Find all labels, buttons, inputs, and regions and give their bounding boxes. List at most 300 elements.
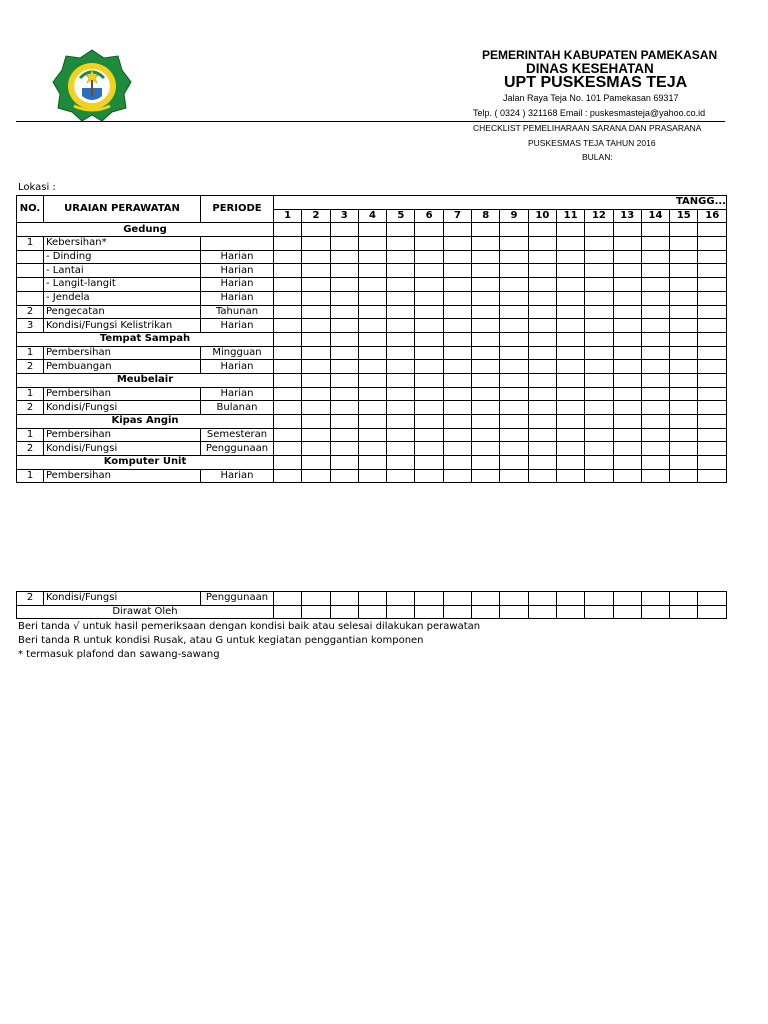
day-check-cell[interactable] bbox=[528, 605, 556, 619]
day-check-cell[interactable] bbox=[585, 319, 613, 333]
day-check-cell[interactable] bbox=[613, 305, 641, 319]
day-check-cell[interactable] bbox=[698, 592, 726, 606]
day-check-cell[interactable] bbox=[415, 291, 443, 305]
day-check-cell[interactable] bbox=[585, 456, 613, 470]
day-check-cell[interactable] bbox=[302, 415, 330, 429]
day-check-cell[interactable] bbox=[613, 469, 641, 483]
day-check-cell[interactable] bbox=[302, 387, 330, 401]
day-check-cell[interactable] bbox=[641, 592, 669, 606]
day-check-cell[interactable] bbox=[472, 264, 500, 278]
day-check-cell[interactable] bbox=[302, 319, 330, 333]
day-check-cell[interactable] bbox=[698, 223, 727, 237]
day-check-cell[interactable] bbox=[556, 442, 584, 456]
day-check-cell[interactable] bbox=[585, 346, 613, 360]
day-check-cell[interactable] bbox=[698, 373, 727, 387]
day-check-cell[interactable] bbox=[472, 605, 500, 619]
day-check-cell[interactable] bbox=[443, 332, 471, 346]
day-check-cell[interactable] bbox=[641, 469, 669, 483]
day-check-cell[interactable] bbox=[556, 592, 584, 606]
day-check-cell[interactable] bbox=[500, 346, 528, 360]
day-check-cell[interactable] bbox=[500, 442, 528, 456]
day-check-cell[interactable] bbox=[585, 415, 613, 429]
day-check-cell[interactable] bbox=[415, 264, 443, 278]
day-check-cell[interactable] bbox=[500, 415, 528, 429]
day-check-cell[interactable] bbox=[613, 223, 641, 237]
day-check-cell[interactable] bbox=[330, 223, 358, 237]
day-check-cell[interactable] bbox=[358, 237, 386, 251]
day-check-cell[interactable] bbox=[330, 264, 358, 278]
day-check-cell[interactable] bbox=[613, 291, 641, 305]
day-check-cell[interactable] bbox=[274, 264, 302, 278]
day-check-cell[interactable] bbox=[472, 360, 500, 374]
day-check-cell[interactable] bbox=[670, 387, 698, 401]
day-check-cell[interactable] bbox=[415, 456, 443, 470]
day-check-cell[interactable] bbox=[302, 291, 330, 305]
day-check-cell[interactable] bbox=[387, 250, 415, 264]
day-check-cell[interactable] bbox=[443, 346, 471, 360]
day-check-cell[interactable] bbox=[358, 223, 386, 237]
day-check-cell[interactable] bbox=[585, 223, 613, 237]
day-check-cell[interactable] bbox=[698, 237, 727, 251]
day-check-cell[interactable] bbox=[387, 428, 415, 442]
day-check-cell[interactable] bbox=[500, 456, 528, 470]
day-check-cell[interactable] bbox=[472, 401, 500, 415]
day-check-cell[interactable] bbox=[415, 346, 443, 360]
day-check-cell[interactable] bbox=[698, 456, 727, 470]
day-check-cell[interactable] bbox=[415, 592, 443, 606]
day-check-cell[interactable] bbox=[358, 250, 386, 264]
day-check-cell[interactable] bbox=[387, 442, 415, 456]
day-check-cell[interactable] bbox=[641, 305, 669, 319]
day-check-cell[interactable] bbox=[641, 387, 669, 401]
day-check-cell[interactable] bbox=[358, 264, 386, 278]
day-check-cell[interactable] bbox=[670, 346, 698, 360]
day-check-cell[interactable] bbox=[585, 387, 613, 401]
day-check-cell[interactable] bbox=[556, 305, 584, 319]
day-check-cell[interactable] bbox=[387, 305, 415, 319]
day-check-cell[interactable] bbox=[358, 291, 386, 305]
day-check-cell[interactable] bbox=[698, 319, 727, 333]
day-check-cell[interactable] bbox=[330, 387, 358, 401]
day-check-cell[interactable] bbox=[443, 401, 471, 415]
day-check-cell[interactable] bbox=[556, 319, 584, 333]
day-check-cell[interactable] bbox=[472, 428, 500, 442]
day-check-cell[interactable] bbox=[387, 332, 415, 346]
day-check-cell[interactable] bbox=[556, 469, 584, 483]
day-check-cell[interactable] bbox=[302, 592, 330, 606]
day-check-cell[interactable] bbox=[472, 415, 500, 429]
day-check-cell[interactable] bbox=[443, 592, 471, 606]
day-check-cell[interactable] bbox=[698, 442, 727, 456]
day-check-cell[interactable] bbox=[500, 278, 528, 292]
day-check-cell[interactable] bbox=[613, 401, 641, 415]
day-check-cell[interactable] bbox=[387, 291, 415, 305]
day-check-cell[interactable] bbox=[613, 428, 641, 442]
day-check-cell[interactable] bbox=[556, 428, 584, 442]
day-check-cell[interactable] bbox=[670, 401, 698, 415]
day-check-cell[interactable] bbox=[302, 428, 330, 442]
day-check-cell[interactable] bbox=[698, 250, 727, 264]
day-check-cell[interactable] bbox=[302, 469, 330, 483]
day-check-cell[interactable] bbox=[302, 346, 330, 360]
day-check-cell[interactable] bbox=[443, 360, 471, 374]
day-check-cell[interactable] bbox=[528, 278, 556, 292]
day-check-cell[interactable] bbox=[556, 415, 584, 429]
day-check-cell[interactable] bbox=[698, 332, 727, 346]
day-check-cell[interactable] bbox=[443, 415, 471, 429]
day-check-cell[interactable] bbox=[330, 605, 358, 619]
day-check-cell[interactable] bbox=[500, 592, 528, 606]
day-check-cell[interactable] bbox=[613, 332, 641, 346]
day-check-cell[interactable] bbox=[415, 305, 443, 319]
day-check-cell[interactable] bbox=[641, 346, 669, 360]
day-check-cell[interactable] bbox=[613, 442, 641, 456]
day-check-cell[interactable] bbox=[670, 605, 698, 619]
day-check-cell[interactable] bbox=[472, 456, 500, 470]
day-check-cell[interactable] bbox=[613, 415, 641, 429]
day-check-cell[interactable] bbox=[358, 387, 386, 401]
day-check-cell[interactable] bbox=[698, 387, 727, 401]
day-check-cell[interactable] bbox=[415, 387, 443, 401]
day-check-cell[interactable] bbox=[670, 373, 698, 387]
day-check-cell[interactable] bbox=[387, 469, 415, 483]
day-check-cell[interactable] bbox=[698, 401, 727, 415]
day-check-cell[interactable] bbox=[613, 592, 641, 606]
day-check-cell[interactable] bbox=[302, 332, 330, 346]
day-check-cell[interactable] bbox=[500, 401, 528, 415]
day-check-cell[interactable] bbox=[274, 456, 302, 470]
day-check-cell[interactable] bbox=[613, 360, 641, 374]
day-check-cell[interactable] bbox=[387, 415, 415, 429]
day-check-cell[interactable] bbox=[472, 223, 500, 237]
day-check-cell[interactable] bbox=[500, 305, 528, 319]
day-check-cell[interactable] bbox=[556, 456, 584, 470]
day-check-cell[interactable] bbox=[415, 278, 443, 292]
day-check-cell[interactable] bbox=[698, 605, 726, 619]
day-check-cell[interactable] bbox=[698, 291, 727, 305]
day-check-cell[interactable] bbox=[528, 387, 556, 401]
day-check-cell[interactable] bbox=[358, 373, 386, 387]
day-check-cell[interactable] bbox=[302, 264, 330, 278]
day-check-cell[interactable] bbox=[330, 332, 358, 346]
day-check-cell[interactable] bbox=[641, 456, 669, 470]
day-check-cell[interactable] bbox=[641, 291, 669, 305]
day-check-cell[interactable] bbox=[556, 237, 584, 251]
day-check-cell[interactable] bbox=[302, 442, 330, 456]
day-check-cell[interactable] bbox=[358, 360, 386, 374]
day-check-cell[interactable] bbox=[528, 442, 556, 456]
day-check-cell[interactable] bbox=[358, 401, 386, 415]
day-check-cell[interactable] bbox=[500, 332, 528, 346]
day-check-cell[interactable] bbox=[472, 237, 500, 251]
day-check-cell[interactable] bbox=[528, 305, 556, 319]
day-check-cell[interactable] bbox=[274, 592, 302, 606]
day-check-cell[interactable] bbox=[415, 237, 443, 251]
day-check-cell[interactable] bbox=[274, 250, 302, 264]
day-check-cell[interactable] bbox=[556, 387, 584, 401]
day-check-cell[interactable] bbox=[330, 278, 358, 292]
day-check-cell[interactable] bbox=[670, 332, 698, 346]
day-check-cell[interactable] bbox=[443, 373, 471, 387]
day-check-cell[interactable] bbox=[556, 605, 584, 619]
day-check-cell[interactable] bbox=[670, 250, 698, 264]
day-check-cell[interactable] bbox=[670, 469, 698, 483]
day-check-cell[interactable] bbox=[556, 250, 584, 264]
day-check-cell[interactable] bbox=[528, 592, 556, 606]
day-check-cell[interactable] bbox=[698, 360, 727, 374]
day-check-cell[interactable] bbox=[443, 428, 471, 442]
day-check-cell[interactable] bbox=[443, 291, 471, 305]
day-check-cell[interactable] bbox=[274, 360, 302, 374]
day-check-cell[interactable] bbox=[613, 605, 641, 619]
day-check-cell[interactable] bbox=[613, 456, 641, 470]
day-check-cell[interactable] bbox=[415, 332, 443, 346]
day-check-cell[interactable] bbox=[641, 264, 669, 278]
day-check-cell[interactable] bbox=[556, 360, 584, 374]
day-check-cell[interactable] bbox=[585, 250, 613, 264]
day-check-cell[interactable] bbox=[585, 428, 613, 442]
day-check-cell[interactable] bbox=[274, 428, 302, 442]
day-check-cell[interactable] bbox=[528, 237, 556, 251]
day-check-cell[interactable] bbox=[528, 401, 556, 415]
day-check-cell[interactable] bbox=[274, 469, 302, 483]
day-check-cell[interactable] bbox=[670, 319, 698, 333]
day-check-cell[interactable] bbox=[274, 305, 302, 319]
day-check-cell[interactable] bbox=[500, 291, 528, 305]
day-check-cell[interactable] bbox=[528, 373, 556, 387]
day-check-cell[interactable] bbox=[358, 428, 386, 442]
day-check-cell[interactable] bbox=[387, 278, 415, 292]
day-check-cell[interactable] bbox=[387, 346, 415, 360]
day-check-cell[interactable] bbox=[670, 360, 698, 374]
day-check-cell[interactable] bbox=[670, 278, 698, 292]
day-check-cell[interactable] bbox=[500, 428, 528, 442]
day-check-cell[interactable] bbox=[528, 469, 556, 483]
day-check-cell[interactable] bbox=[500, 319, 528, 333]
day-check-cell[interactable] bbox=[274, 223, 302, 237]
day-check-cell[interactable] bbox=[387, 401, 415, 415]
day-check-cell[interactable] bbox=[302, 373, 330, 387]
day-check-cell[interactable] bbox=[641, 401, 669, 415]
day-check-cell[interactable] bbox=[670, 291, 698, 305]
day-check-cell[interactable] bbox=[500, 469, 528, 483]
day-check-cell[interactable] bbox=[556, 291, 584, 305]
day-check-cell[interactable] bbox=[556, 332, 584, 346]
day-check-cell[interactable] bbox=[415, 469, 443, 483]
day-check-cell[interactable] bbox=[613, 346, 641, 360]
day-check-cell[interactable] bbox=[330, 291, 358, 305]
day-check-cell[interactable] bbox=[330, 442, 358, 456]
day-check-cell[interactable] bbox=[641, 278, 669, 292]
day-check-cell[interactable] bbox=[443, 387, 471, 401]
day-check-cell[interactable] bbox=[670, 428, 698, 442]
day-check-cell[interactable] bbox=[415, 415, 443, 429]
day-check-cell[interactable] bbox=[330, 360, 358, 374]
day-check-cell[interactable] bbox=[698, 415, 727, 429]
day-check-cell[interactable] bbox=[330, 469, 358, 483]
day-check-cell[interactable] bbox=[585, 469, 613, 483]
day-check-cell[interactable] bbox=[274, 415, 302, 429]
day-check-cell[interactable] bbox=[698, 264, 727, 278]
day-check-cell[interactable] bbox=[585, 442, 613, 456]
day-check-cell[interactable] bbox=[415, 373, 443, 387]
day-check-cell[interactable] bbox=[641, 319, 669, 333]
day-check-cell[interactable] bbox=[641, 250, 669, 264]
day-check-cell[interactable] bbox=[330, 346, 358, 360]
day-check-cell[interactable] bbox=[472, 346, 500, 360]
day-check-cell[interactable] bbox=[302, 237, 330, 251]
day-check-cell[interactable] bbox=[358, 442, 386, 456]
day-check-cell[interactable] bbox=[585, 278, 613, 292]
day-check-cell[interactable] bbox=[585, 373, 613, 387]
day-check-cell[interactable] bbox=[641, 360, 669, 374]
day-check-cell[interactable] bbox=[528, 360, 556, 374]
day-check-cell[interactable] bbox=[330, 428, 358, 442]
day-check-cell[interactable] bbox=[274, 332, 302, 346]
day-check-cell[interactable] bbox=[500, 264, 528, 278]
day-check-cell[interactable] bbox=[302, 605, 330, 619]
day-check-cell[interactable] bbox=[358, 319, 386, 333]
day-check-cell[interactable] bbox=[443, 264, 471, 278]
day-check-cell[interactable] bbox=[358, 332, 386, 346]
day-check-cell[interactable] bbox=[443, 237, 471, 251]
day-check-cell[interactable] bbox=[443, 278, 471, 292]
day-check-cell[interactable] bbox=[443, 442, 471, 456]
day-check-cell[interactable] bbox=[556, 373, 584, 387]
day-check-cell[interactable] bbox=[472, 373, 500, 387]
day-check-cell[interactable] bbox=[443, 223, 471, 237]
day-check-cell[interactable] bbox=[274, 291, 302, 305]
day-check-cell[interactable] bbox=[415, 223, 443, 237]
day-check-cell[interactable] bbox=[670, 237, 698, 251]
day-check-cell[interactable] bbox=[274, 401, 302, 415]
day-check-cell[interactable] bbox=[330, 250, 358, 264]
day-check-cell[interactable] bbox=[585, 237, 613, 251]
day-check-cell[interactable] bbox=[613, 264, 641, 278]
day-check-cell[interactable] bbox=[528, 428, 556, 442]
day-check-cell[interactable] bbox=[528, 264, 556, 278]
day-check-cell[interactable] bbox=[302, 250, 330, 264]
day-check-cell[interactable] bbox=[528, 456, 556, 470]
day-check-cell[interactable] bbox=[330, 401, 358, 415]
day-check-cell[interactable] bbox=[585, 360, 613, 374]
day-check-cell[interactable] bbox=[613, 278, 641, 292]
day-check-cell[interactable] bbox=[670, 442, 698, 456]
day-check-cell[interactable] bbox=[415, 319, 443, 333]
day-check-cell[interactable] bbox=[358, 469, 386, 483]
day-check-cell[interactable] bbox=[302, 305, 330, 319]
day-check-cell[interactable] bbox=[528, 346, 556, 360]
day-check-cell[interactable] bbox=[302, 360, 330, 374]
day-check-cell[interactable] bbox=[443, 456, 471, 470]
day-check-cell[interactable] bbox=[556, 223, 584, 237]
day-check-cell[interactable] bbox=[641, 237, 669, 251]
day-check-cell[interactable] bbox=[472, 291, 500, 305]
day-check-cell[interactable] bbox=[500, 387, 528, 401]
day-check-cell[interactable] bbox=[585, 264, 613, 278]
day-check-cell[interactable] bbox=[443, 305, 471, 319]
day-check-cell[interactable] bbox=[641, 428, 669, 442]
day-check-cell[interactable] bbox=[302, 278, 330, 292]
day-check-cell[interactable] bbox=[387, 456, 415, 470]
day-check-cell[interactable] bbox=[302, 456, 330, 470]
day-check-cell[interactable] bbox=[330, 592, 358, 606]
day-check-cell[interactable] bbox=[670, 592, 698, 606]
day-check-cell[interactable] bbox=[274, 346, 302, 360]
day-check-cell[interactable] bbox=[472, 442, 500, 456]
day-check-cell[interactable] bbox=[415, 442, 443, 456]
day-check-cell[interactable] bbox=[556, 401, 584, 415]
day-check-cell[interactable] bbox=[613, 237, 641, 251]
day-check-cell[interactable] bbox=[358, 415, 386, 429]
day-check-cell[interactable] bbox=[387, 223, 415, 237]
day-check-cell[interactable] bbox=[274, 387, 302, 401]
day-check-cell[interactable] bbox=[528, 332, 556, 346]
day-check-cell[interactable] bbox=[585, 401, 613, 415]
day-check-cell[interactable] bbox=[698, 305, 727, 319]
day-check-cell[interactable] bbox=[443, 319, 471, 333]
day-check-cell[interactable] bbox=[556, 278, 584, 292]
day-check-cell[interactable] bbox=[670, 223, 698, 237]
day-check-cell[interactable] bbox=[443, 605, 471, 619]
day-check-cell[interactable] bbox=[358, 346, 386, 360]
day-check-cell[interactable] bbox=[415, 428, 443, 442]
day-check-cell[interactable] bbox=[528, 291, 556, 305]
day-check-cell[interactable] bbox=[670, 305, 698, 319]
day-check-cell[interactable] bbox=[698, 278, 727, 292]
day-check-cell[interactable] bbox=[670, 264, 698, 278]
day-check-cell[interactable] bbox=[387, 237, 415, 251]
day-check-cell[interactable] bbox=[641, 373, 669, 387]
day-check-cell[interactable] bbox=[472, 469, 500, 483]
day-check-cell[interactable] bbox=[330, 456, 358, 470]
day-check-cell[interactable] bbox=[613, 319, 641, 333]
day-check-cell[interactable] bbox=[472, 319, 500, 333]
day-check-cell[interactable] bbox=[641, 442, 669, 456]
day-check-cell[interactable] bbox=[472, 305, 500, 319]
day-check-cell[interactable] bbox=[613, 387, 641, 401]
day-check-cell[interactable] bbox=[415, 250, 443, 264]
day-check-cell[interactable] bbox=[698, 428, 727, 442]
day-check-cell[interactable] bbox=[387, 373, 415, 387]
day-check-cell[interactable] bbox=[698, 346, 727, 360]
day-check-cell[interactable] bbox=[415, 605, 443, 619]
day-check-cell[interactable] bbox=[387, 605, 415, 619]
day-check-cell[interactable] bbox=[528, 250, 556, 264]
day-check-cell[interactable] bbox=[500, 237, 528, 251]
day-check-cell[interactable] bbox=[387, 592, 415, 606]
day-check-cell[interactable] bbox=[274, 373, 302, 387]
day-check-cell[interactable] bbox=[698, 469, 727, 483]
day-check-cell[interactable] bbox=[443, 250, 471, 264]
day-check-cell[interactable] bbox=[415, 360, 443, 374]
day-check-cell[interactable] bbox=[274, 442, 302, 456]
day-check-cell[interactable] bbox=[528, 223, 556, 237]
day-check-cell[interactable] bbox=[302, 223, 330, 237]
day-check-cell[interactable] bbox=[500, 360, 528, 374]
day-check-cell[interactable] bbox=[641, 605, 669, 619]
day-check-cell[interactable] bbox=[302, 401, 330, 415]
day-check-cell[interactable] bbox=[387, 264, 415, 278]
day-check-cell[interactable] bbox=[500, 605, 528, 619]
day-check-cell[interactable] bbox=[274, 278, 302, 292]
day-check-cell[interactable] bbox=[274, 605, 302, 619]
day-check-cell[interactable] bbox=[613, 250, 641, 264]
day-check-cell[interactable] bbox=[585, 305, 613, 319]
day-check-cell[interactable] bbox=[330, 319, 358, 333]
day-check-cell[interactable] bbox=[330, 415, 358, 429]
day-check-cell[interactable] bbox=[358, 605, 386, 619]
